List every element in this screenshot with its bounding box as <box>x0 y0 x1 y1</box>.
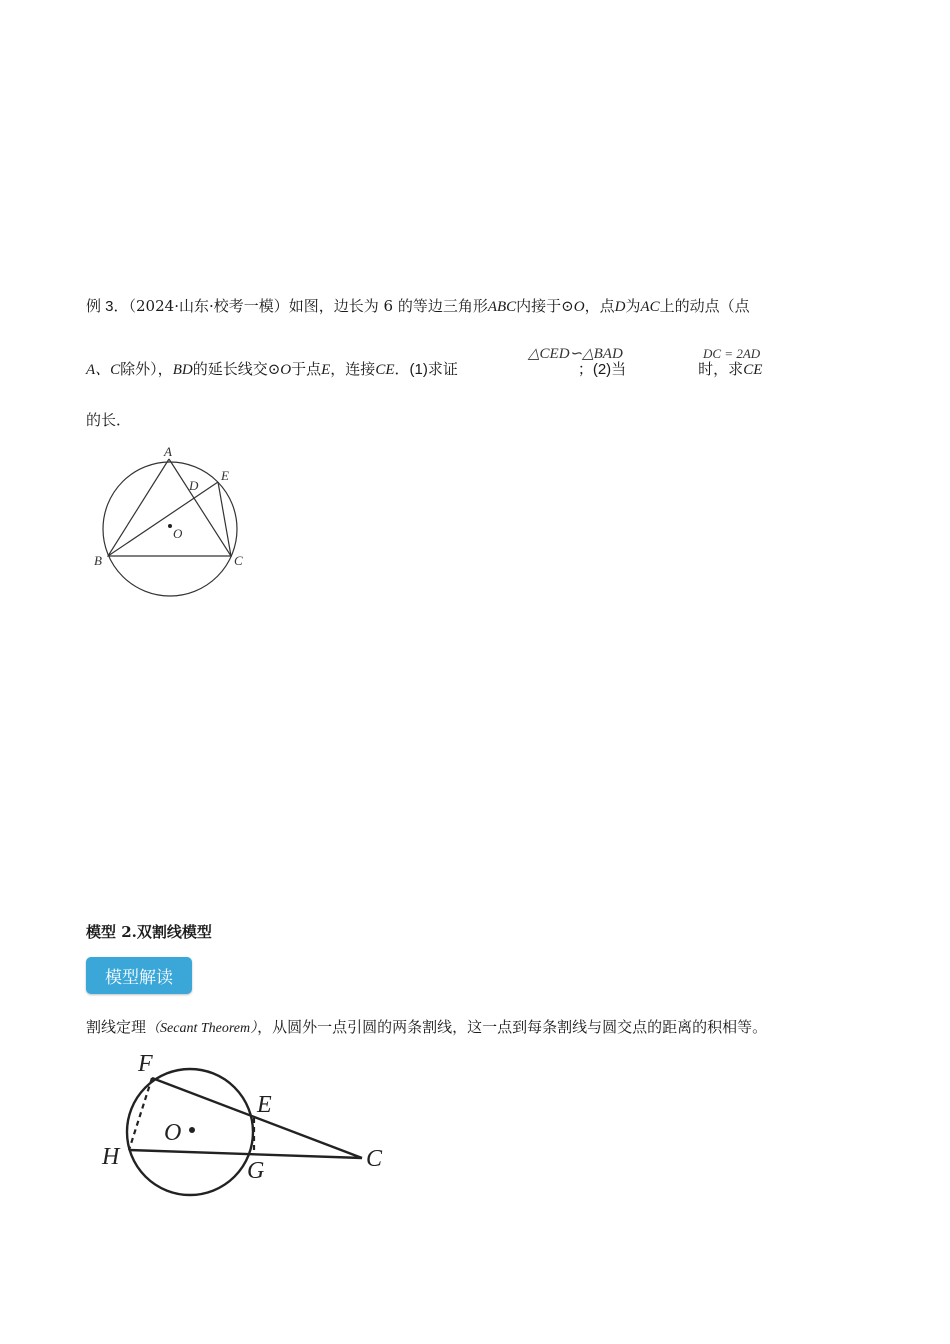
label-g: G <box>247 1158 265 1184</box>
text-segment: 上的动点（点 <box>659 297 750 315</box>
dashed-fh <box>129 1078 152 1150</box>
segment-be <box>108 482 218 556</box>
text-segment: 如图，边长为 6 的等边三角形 <box>288 297 488 315</box>
text-segment: 的延长线交⊙ <box>192 360 281 378</box>
math-a-c: A、C <box>86 362 121 378</box>
math-bd: BD <box>172 362 193 378</box>
triangle-abc <box>108 459 231 556</box>
math-o: O <box>280 362 292 378</box>
figure-inscribed-triangle <box>88 440 258 600</box>
label-a: A <box>164 444 172 459</box>
math-e: E <box>321 362 331 378</box>
label-c: C <box>366 1146 383 1172</box>
text-segment: 内接于⊙ <box>516 297 574 315</box>
text-segment: 时，求 <box>698 360 744 378</box>
text-segment: ，连接 <box>330 360 376 378</box>
formula-dc-2ad: DC = 2AD <box>703 346 761 361</box>
math-o: O <box>573 299 585 315</box>
center-dot <box>189 1127 195 1133</box>
label-d: D <box>189 478 199 493</box>
center-dot <box>168 524 172 528</box>
text-segment: 于点 <box>291 360 322 378</box>
secant-fc <box>152 1078 362 1158</box>
label-e: E <box>221 468 229 483</box>
section-heading: 模型 2.双割线模型 <box>86 923 212 941</box>
text-segment: ，从圆外一点引圆的两条割线，这一点到每条割线与圆交点的距离的积相等。 <box>257 1018 768 1036</box>
secant-theorem-line <box>86 1017 767 1039</box>
formula-similar-triangles: △CED∽△BAD <box>528 346 623 362</box>
figure-secant-theorem <box>96 1046 396 1206</box>
label-b: B <box>94 553 102 568</box>
example-line-2 <box>86 359 762 380</box>
example-label: 例 3． <box>86 298 129 315</box>
theorem-english-name: （Secant Theorem） <box>146 1021 258 1036</box>
example-source: （2024·山东·校考一模） <box>128 297 289 315</box>
math-ce: CE <box>743 362 763 378</box>
label-e: E <box>257 1092 272 1118</box>
label-o: O <box>164 1120 182 1146</box>
label-h: H <box>102 1144 120 1170</box>
secant-hc <box>129 1150 362 1158</box>
math-ce: CE <box>375 362 395 378</box>
text-segment: 除外）， <box>120 360 173 378</box>
model-interpretation-badge: 模型解读 <box>86 957 192 994</box>
text-segment: ．(1)求证 <box>394 361 458 378</box>
text-segment: 为 <box>625 297 641 315</box>
text-segment: ，点 <box>584 297 615 315</box>
text-segment: ；(2)当 <box>577 361 627 378</box>
label-f: F <box>138 1051 153 1077</box>
label-o: O <box>173 526 183 541</box>
text-segment: 割线定理 <box>86 1018 147 1036</box>
math-ac: AC <box>640 299 660 315</box>
label-c: C <box>234 553 243 568</box>
math-abc: ABC <box>487 299 517 315</box>
example-line-3: 的长． <box>86 411 132 429</box>
math-d: D <box>614 299 626 315</box>
example-line-1 <box>86 296 750 317</box>
